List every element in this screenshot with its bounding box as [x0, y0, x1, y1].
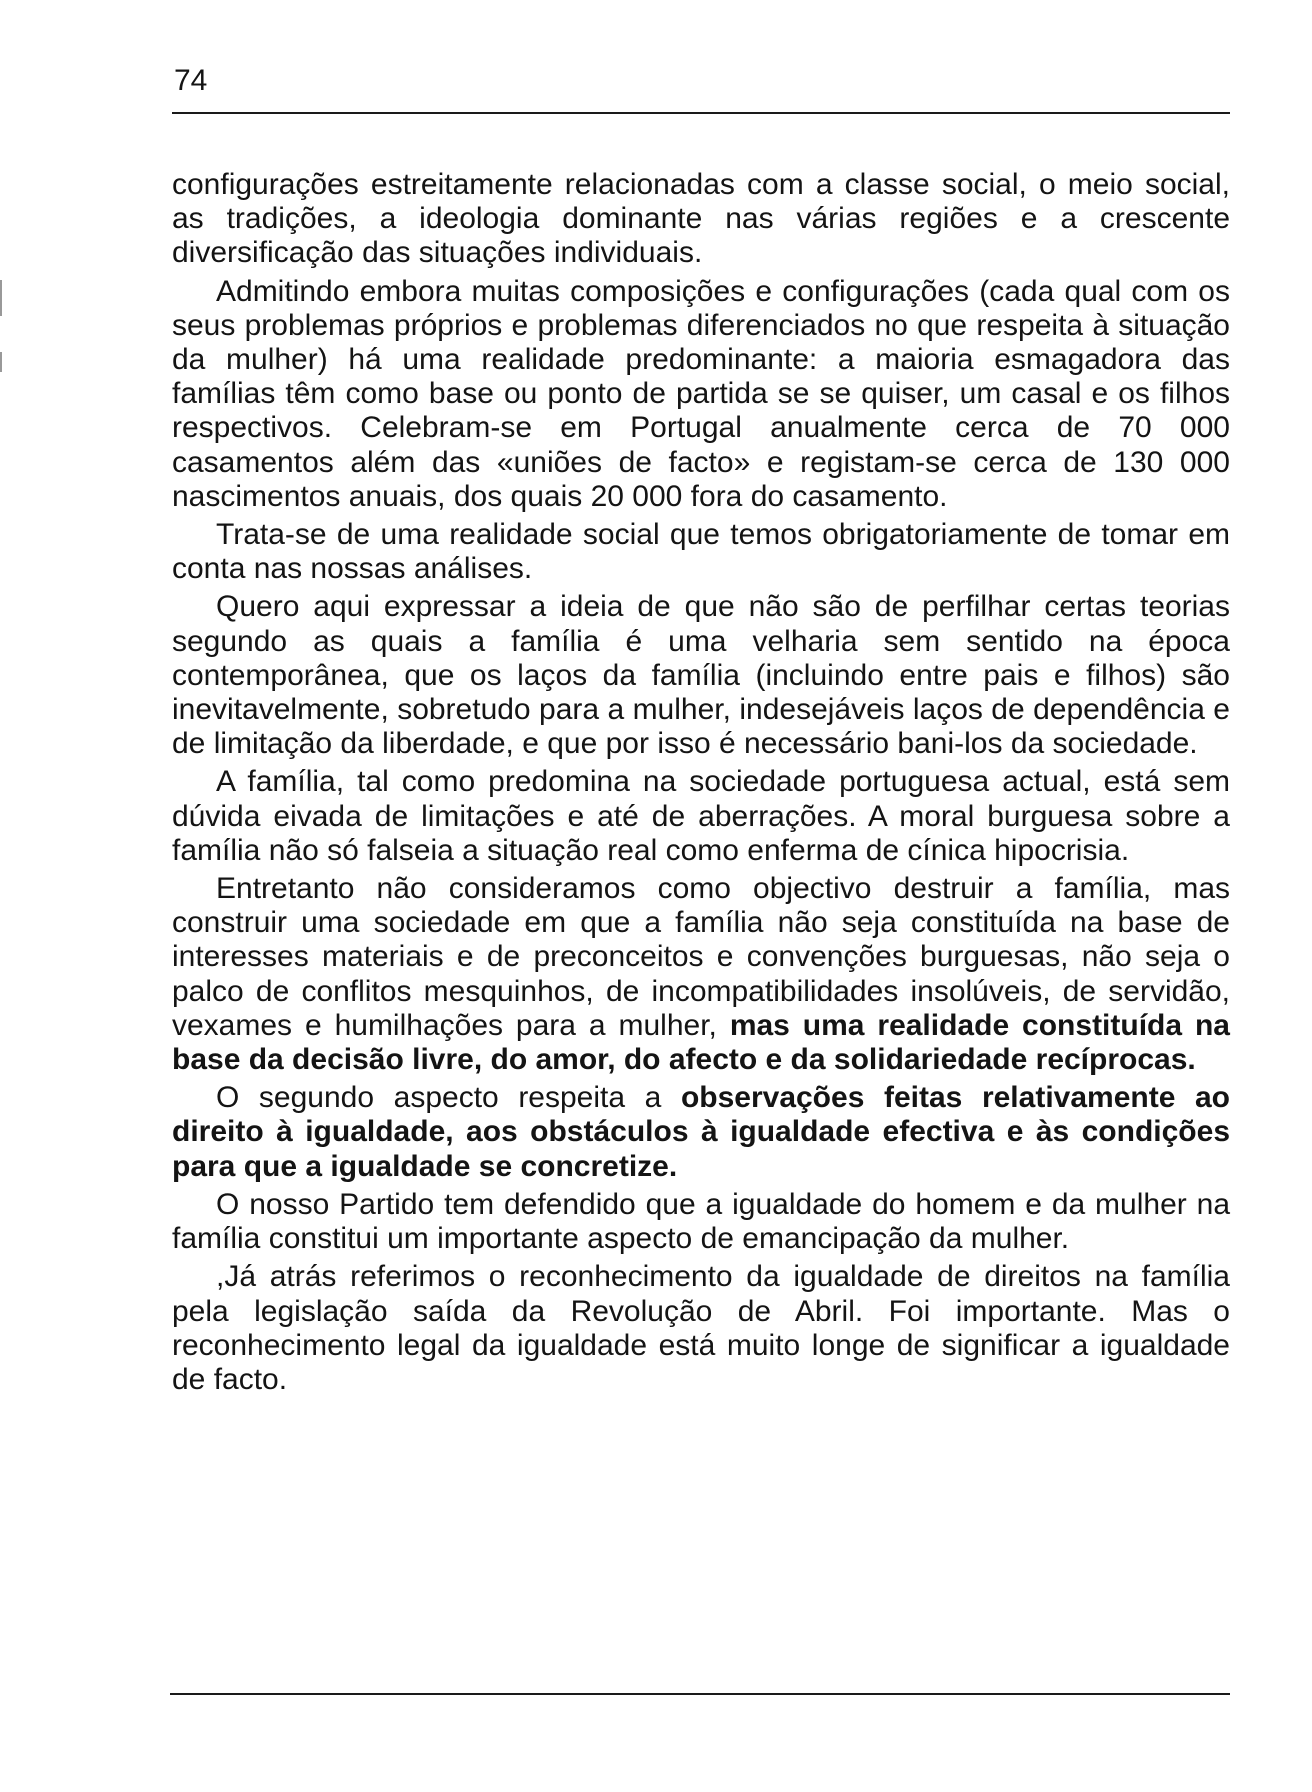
text-run: Entretanto não consideramos como objectivo destruir a família, mas construir uma sociedade em que a família não seja constituída na base de interesses materiais e de preconceitos e convenções burguesas, não seja o palco de conflitos mesquinhos, de incompatibilidades insolúveis, de servidão, vexames e humilhações para a mulher,: [172, 872, 1230, 1042]
paragraph: [172, 765, 1230, 868]
text-run: A família, tal como predomina na sociedade portuguesa actual, está sem dúvida eivada de limitações e até de aberrações. A moral burguesa sobre a família não só falseia a situação real como enferma de cínica hipocrisia.: [172, 765, 1230, 867]
paragraph: [172, 1081, 1230, 1184]
paragraph: [172, 590, 1230, 761]
paragraph: [172, 1260, 1230, 1397]
page-number: 74: [174, 64, 208, 97]
paragraph: [172, 168, 1230, 271]
body-text: [172, 168, 1230, 1401]
text-run: configurações estreitamente relacionadas com a classe social, o meio social, as tradições, a ideologia dominante nas várias regiões e a crescente diversificação das situações individuais.: [172, 168, 1230, 270]
paragraph: [172, 1188, 1230, 1256]
bold-text: observações feitas relativamente ao direito à igualdade, aos obstáculos à igualdade efectiva e às condições para que a igualdade se concretize.: [172, 1081, 1230, 1183]
paragraph: [172, 275, 1230, 514]
text-run: O segundo aspecto respeita a: [216, 1081, 681, 1115]
scan-edge-mark: [0, 352, 2, 372]
text-run: Admitindo embora muitas composições e configurações (cada qual com os seus problemas próprios e problemas diferenciados no que respeita à situação da mulher) há uma realidade predominante: a maioria esmagadora das famílias têm como base ou ponto de partida se se quiser, um casal e os filhos respectivos. Celebram-se em Portugal anualmente cerca de 70 000 casamentos além das «uniões de facto» e registam-se cerca de 130 000 nascimentos anuais, dos quais 20 000 fora do casamento.: [172, 274, 1230, 513]
bold-text: mas uma realidade constituída na base da decisão livre, do amor, do afecto e da solidariedade recíprocas.: [172, 1008, 1230, 1077]
paragraph: [172, 518, 1230, 586]
text-run: O nosso Partido tem defendido que a igualdade do homem e da mulher na família constitui um importante aspecto de emancipação da mulher.: [172, 1187, 1230, 1256]
text-run: Quero aqui expressar a ideia de que não são de perfilhar certas teorias segundo as quais a família é uma velharia sem sentido na época contemporânea, que os laços da família (incluindo entre pais e filhos) são inevitavelmente, sobretudo para a mulher, indesejáveis laços de dependência e de limitação da liberdade, e que por isso é necessário bani-los da sociedade.: [172, 590, 1230, 761]
paragraph: [172, 872, 1230, 1077]
text-run: Trata-se de uma realidade social que temos obrigatoriamente de tomar em conta nas nossas análises.: [172, 518, 1230, 586]
text-run: ,Já atrás referimos o reconhecimento da igualdade de direitos na família pela legislação saída da Revolução de Abril. Foi importante. Mas o reconhecimento legal da igualdade está muito longe de significar a igualdade de facto.: [172, 1260, 1230, 1396]
header-rule: [172, 112, 1230, 114]
scan-edge-mark: [0, 280, 2, 316]
footer-rule: [170, 1693, 1230, 1695]
